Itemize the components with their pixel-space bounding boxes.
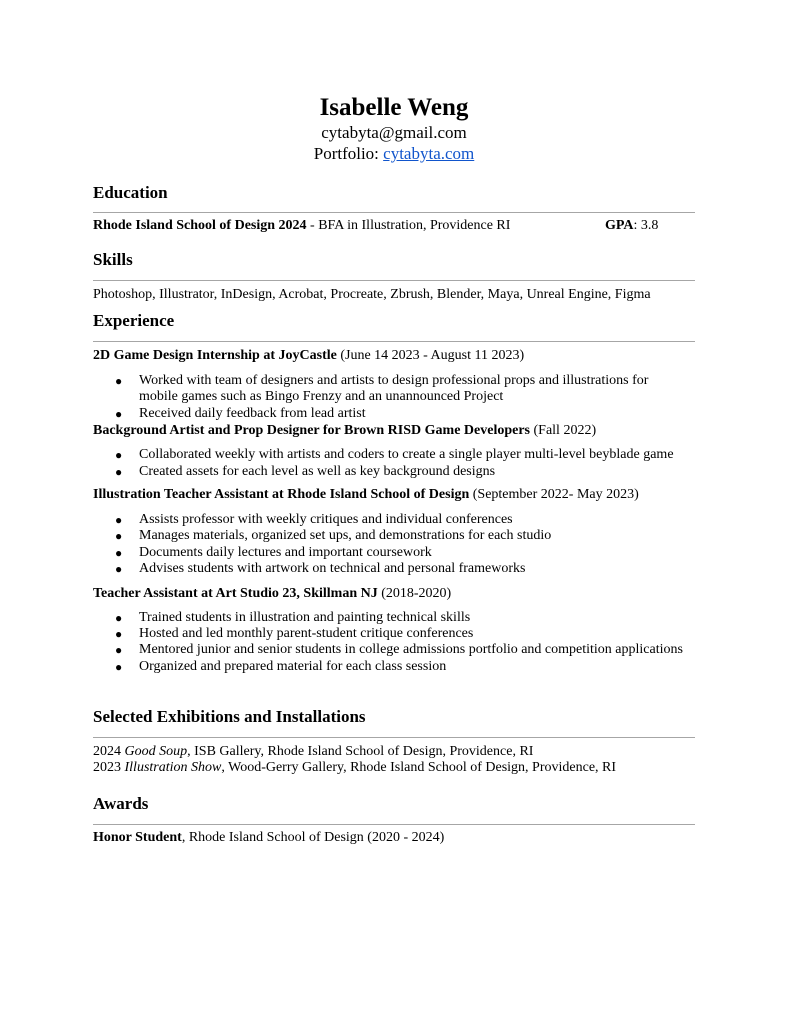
job-role: Background Artist and Prop Designer for Brown RISD Game Developers [93, 423, 530, 439]
section-divider [93, 737, 695, 738]
section-divider [93, 341, 695, 342]
bullet-icon: ● [115, 529, 123, 544]
section-divider [93, 212, 695, 213]
bullet-item: ● Mentored junior and senior students in college admissions portfolio and competition applications [115, 642, 683, 658]
job-role: Illustration Teacher Assistant at Rhode Island School of Design [93, 487, 470, 503]
job-role: 2D Game Design Internship at JoyCastle [93, 348, 337, 363]
job-title-line [93, 348, 695, 364]
gpa-value: : 3.8 [633, 218, 659, 233]
exhibition-item: 2023 Illustration Show, Wood-Gerry Gallery, Rhode Island School of Design, Providence, RI [93, 760, 617, 776]
bullet-icon: ● [115, 513, 123, 528]
bullet-item: ● Documents daily lectures and important coursework [115, 544, 432, 560]
bullet-icon: ● [115, 374, 123, 388]
bullet-icon: ● [115, 562, 123, 577]
bullet-icon: ● [115, 659, 123, 674]
bullet-item: ● Collaborated weekly with artists and coders to create a single player multi-level beyblade game [115, 447, 674, 463]
exhibitions-heading: Selected Exhibitions and Installations [93, 707, 366, 727]
job-bullets [93, 373, 695, 422]
email-address: cytabyta@gmail.com [321, 123, 467, 142]
job-dates: (Fall 2022) [530, 423, 597, 439]
job-bullets [93, 512, 695, 578]
job-dates: (September 2022- May 2023) [469, 487, 639, 503]
experience-heading: Experience [93, 311, 175, 330]
portfolio-link[interactable]: cytabyta.com [383, 144, 475, 163]
job-dates: (June 14 2023 - August 11 2023) [336, 348, 525, 363]
school-name: Rhode Island School of Design 2024 [93, 218, 307, 233]
portfolio-label: Portfolio: [313, 144, 384, 163]
job-title-line [93, 423, 695, 439]
bullet-icon: ● [115, 627, 123, 642]
gpa-label: GPA [605, 218, 634, 233]
job-dates: (2018-2020) [377, 585, 452, 601]
bullet-icon: ● [115, 448, 123, 463]
bullet-item: ● Advises students with artwork on technical and personal frameworks [115, 561, 526, 577]
degree-detail: - BFA in Illustration, Providence RI [306, 218, 511, 233]
applicant-name: Isabelle Weng [319, 94, 469, 121]
job-bullets [93, 447, 695, 480]
portfolio-line [93, 144, 695, 164]
bullet-icon: ● [115, 610, 123, 625]
bullet-icon: ● [115, 406, 123, 421]
job-role: Teacher Assistant at Art Studio 23, Skillman NJ [93, 585, 378, 601]
bullet-item: ● Worked with team of designers and artists to design professional props and illustrations for mobile games such as Bingo Frenzy and an unannounced Project [115, 373, 649, 405]
exhibition-title: Good Soup [124, 744, 188, 760]
bullet-icon: ● [115, 464, 123, 479]
skills-list: Photoshop, Illustrator, InDesign, Acrobat, Procreate, Zbrush, Blender, Maya, Unreal Engine, Figma [93, 287, 651, 302]
job-title-line [93, 487, 695, 503]
exhibition-title: Illustration Show [124, 760, 222, 776]
skills-heading: Skills [93, 250, 133, 269]
exhibition-item: 2024 Good Soup, ISB Gallery, Rhode Island School of Design, Providence, RI [93, 744, 534, 760]
gpa [605, 218, 658, 234]
award-entry: Honor Student, Rhode Island School of Design (2020 - 2024) [93, 830, 445, 846]
bullet-item: ● Organized and prepared material for each class session [115, 658, 447, 674]
award-name: Honor Student [93, 830, 182, 846]
section-divider [93, 280, 695, 281]
job-bullets [93, 610, 695, 676]
bullet-icon: ● [115, 643, 123, 658]
section-divider [93, 824, 695, 825]
education-entry [93, 218, 695, 234]
bullet-item: ● Trained students in illustration and painting technical skills [115, 609, 471, 625]
bullet-item: ● Manages materials, organized set ups, and demonstrations for each studio [115, 528, 552, 544]
bullet-item: ● Hosted and led monthly parent-student critique conferences [115, 626, 474, 642]
resume-page [93, 94, 695, 846]
job-title-line [93, 586, 695, 602]
awards-heading: Awards [93, 794, 149, 814]
bullet-icon: ● [115, 545, 123, 560]
bullet-item: ● Received daily feedback from lead artist [115, 405, 366, 421]
bullet-item: ● Assists professor with weekly critiques and individual conferences [115, 512, 513, 528]
education-heading: Education [93, 183, 168, 202]
bullet-item: ● Created assets for each level as well as key background designs [115, 463, 496, 479]
resume-header [93, 94, 695, 164]
